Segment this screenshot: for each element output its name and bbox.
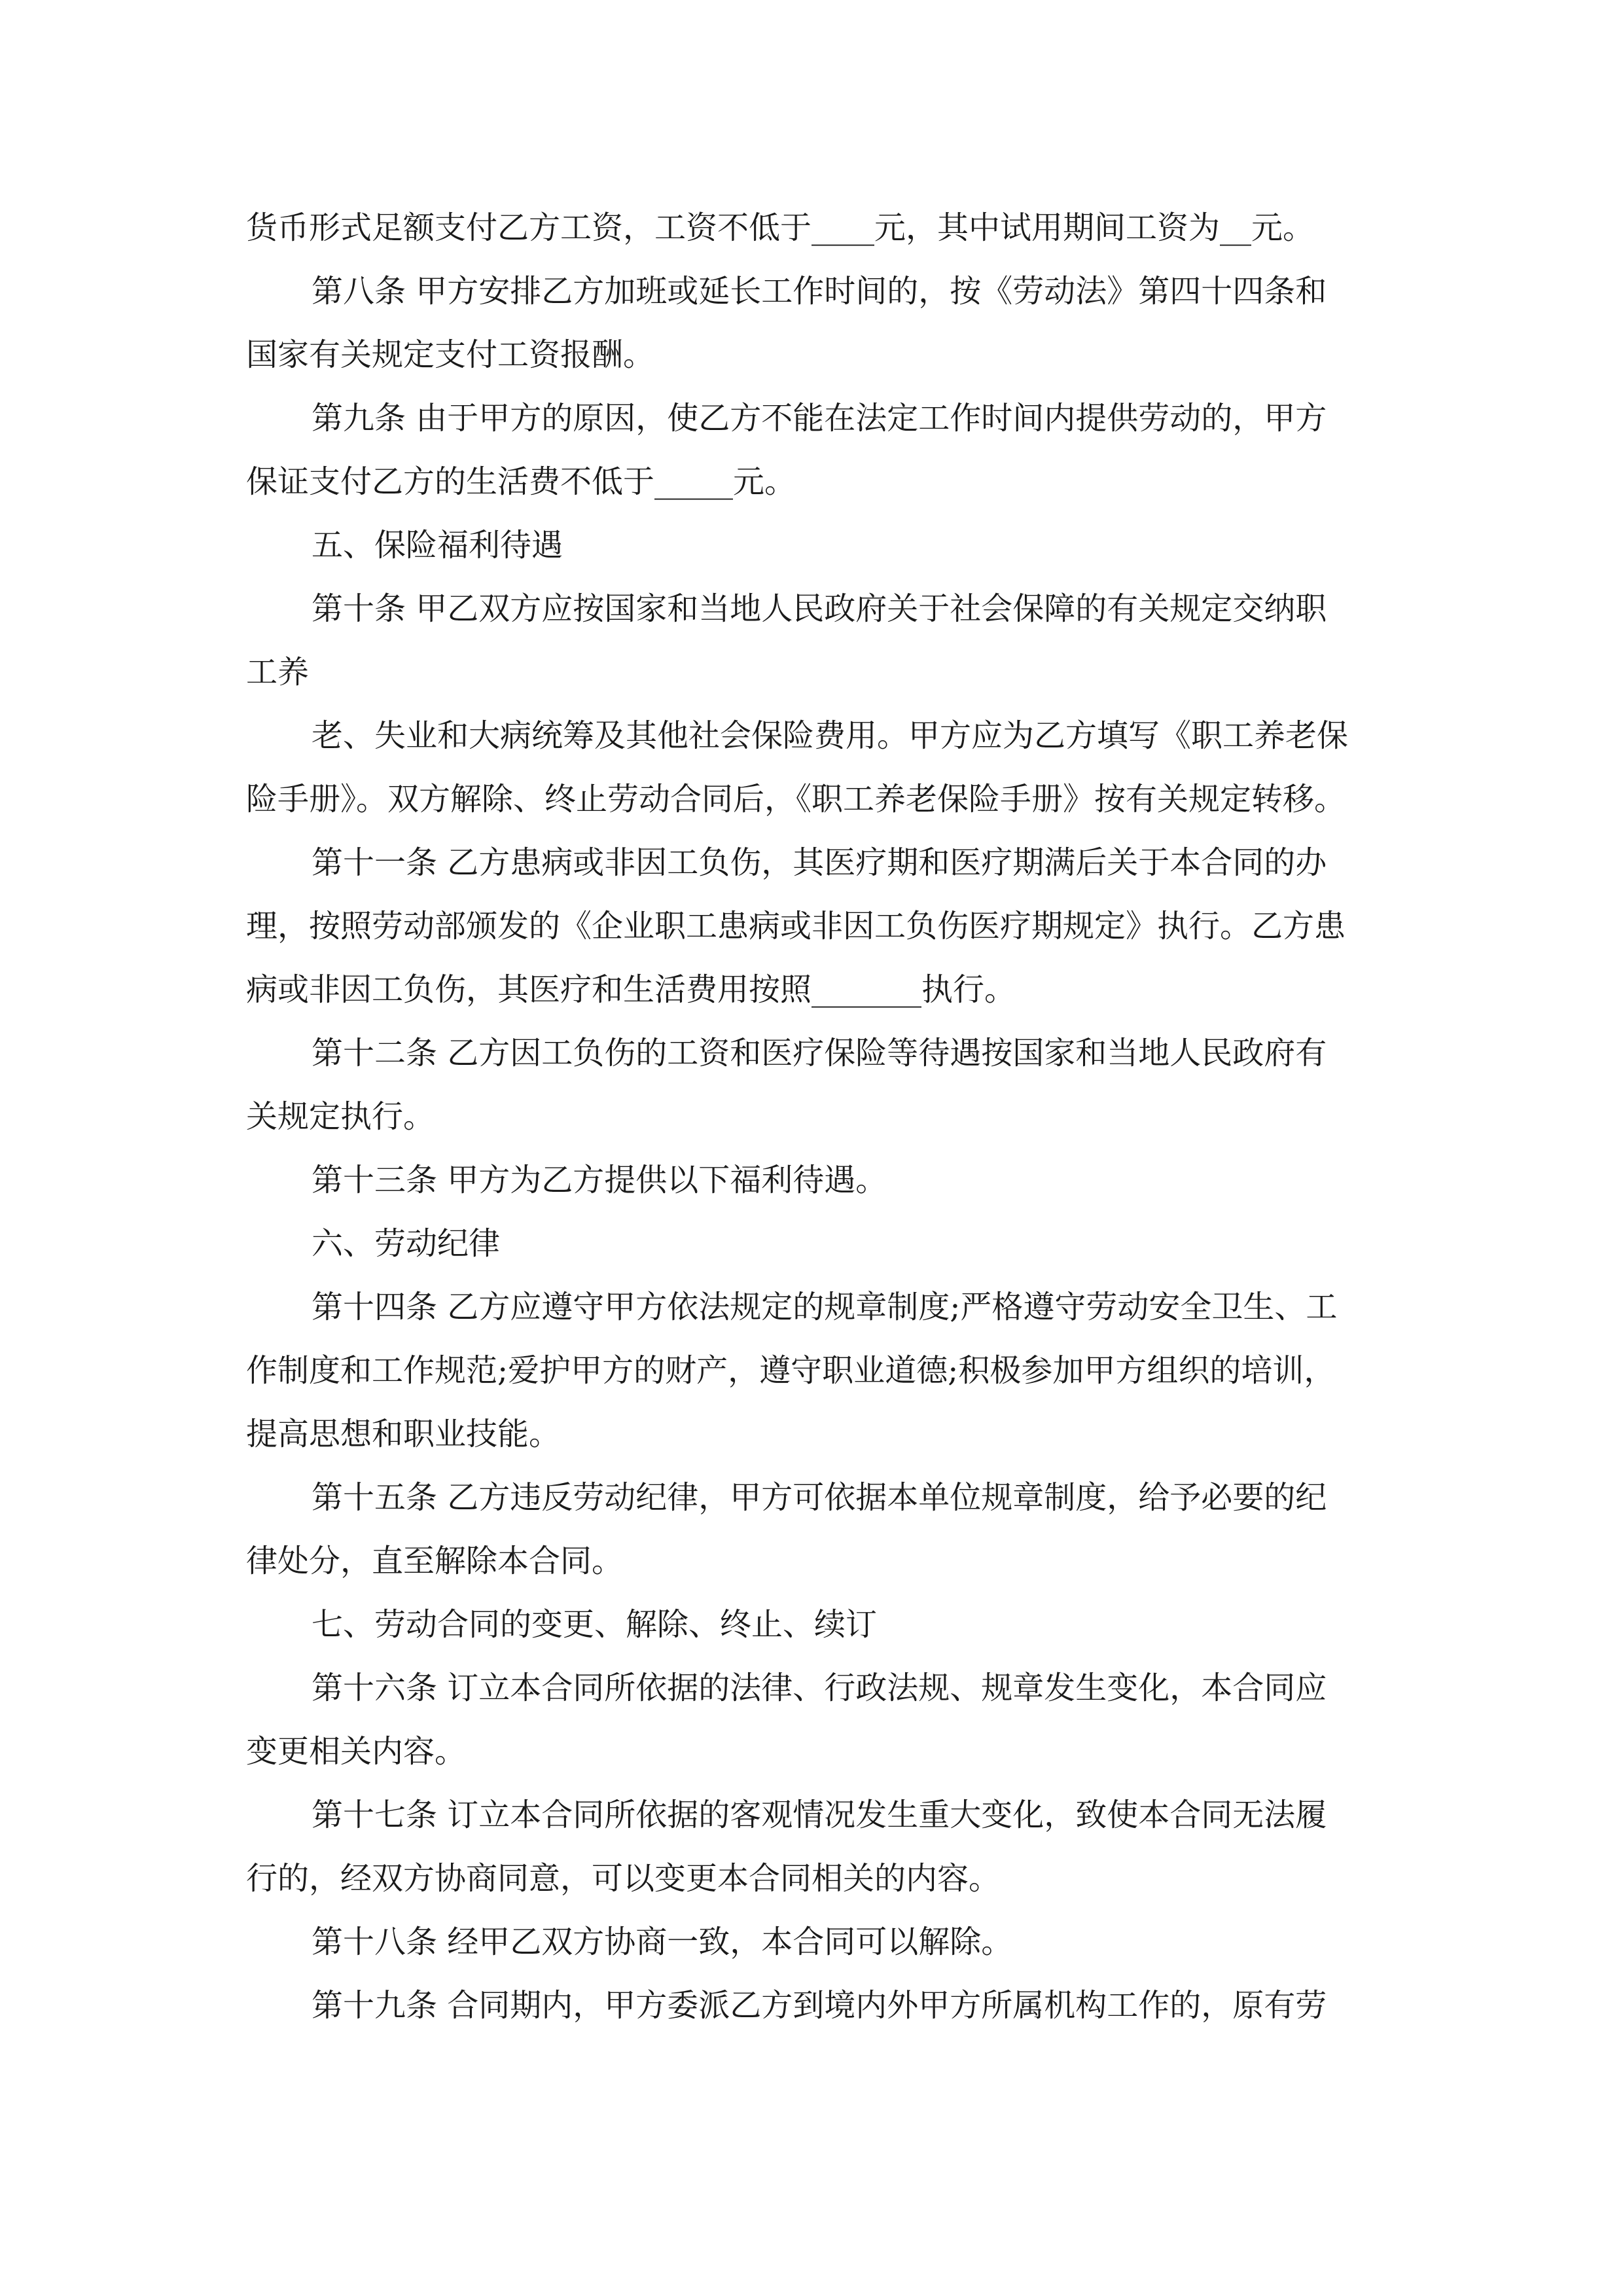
text-line: 货币形式足额支付乙方工资，工资不低于____元，其中试用期间工资为__元。 xyxy=(246,209,1315,246)
text-line: 国家有关规定支付工资报酬。 xyxy=(246,336,655,373)
text-line: 理，按照劳动部颁发的《企业职工患病或非因工负伤医疗期规定》执行。乙方患 xyxy=(246,908,1346,944)
text-line: 关规定执行。 xyxy=(246,1098,435,1135)
text-line: 保证支付乙方的生活费不低于_____元。 xyxy=(246,463,796,500)
text-line: 病或非因工负伤，其医疗和生活费用按照_______执行。 xyxy=(246,971,1016,1008)
text-line: 第十六条 订立本合同所依据的法律、行政法规、规章发生变化，本合同应 xyxy=(312,1670,1327,1706)
text-line: 第十八条 经甲乙双方协商一致，本合同可以解除。 xyxy=(312,1924,1013,1960)
text-line: 七、劳动合同的变更、解除、终止、续订 xyxy=(312,1606,878,1643)
contract-text-body xyxy=(246,196,1385,2037)
text-line: 第八条 甲方安排乙方加班或延长工作时间的，按《劳动法》第四十四条和 xyxy=(312,273,1327,310)
text-line: 行的，经双方协商同意，可以变更本合同相关的内容。 xyxy=(246,1860,1001,1897)
text-line: 第十五条 乙方违反劳动纪律，甲方可依据本单位规章制度，给予必要的纪 xyxy=(312,1479,1327,1516)
text-line: 提高思想和职业技能。 xyxy=(246,1416,561,1452)
text-line: 第九条 由于甲方的原因，使乙方不能在法定工作时间内提供劳动的，甲方 xyxy=(312,400,1327,437)
text-line: 第十二条 乙方因工负伤的工资和医疗保险等待遇按国家和当地人民政府有 xyxy=(312,1035,1327,1071)
text-line: 第十九条 合同期内，甲方委派乙方到境内外甲方所属机构工作的，原有劳 xyxy=(312,1987,1327,2024)
text-line: 第十七条 订立本合同所依据的客观情况发生重大变化，致使本合同无法履 xyxy=(312,1797,1327,1833)
text-line: 律处分，直至解除本合同。 xyxy=(246,1543,624,1579)
text-line: 第十一条 乙方患病或非因工负伤，其医疗期和医疗期满后关于本合同的办 xyxy=(312,844,1327,881)
text-line: 工养 xyxy=(246,654,310,691)
text-line: 六、劳动纪律 xyxy=(312,1225,501,1262)
text-line: 第十三条 甲方为乙方提供以下福利待遇。 xyxy=(312,1162,887,1198)
text-line: 作制度和工作规范;爱护甲方的财产，遵守职业道德;积极参加甲方组织的培训， xyxy=(246,1352,1336,1389)
text-line: 五、保险福利待遇 xyxy=(312,527,563,564)
text-line: 第十条 甲乙双方应按国家和当地人民政府关于社会保障的有关规定交纳职 xyxy=(312,590,1327,627)
text-line: 老、失业和大病统筹及其他社会保险费用。甲方应为乙方填写《职工养老保 xyxy=(312,717,1349,754)
text-line: 险手册》。双方解除、终止劳动合同后，《职工养老保险手册》按有关规定转移。 xyxy=(246,781,1346,817)
text-line: 变更相关内容。 xyxy=(246,1733,467,1770)
text-line: 第十四条 乙方应遵守甲方依法规定的规章制度;严格遵守劳动安全卫生、工 xyxy=(312,1289,1338,1325)
